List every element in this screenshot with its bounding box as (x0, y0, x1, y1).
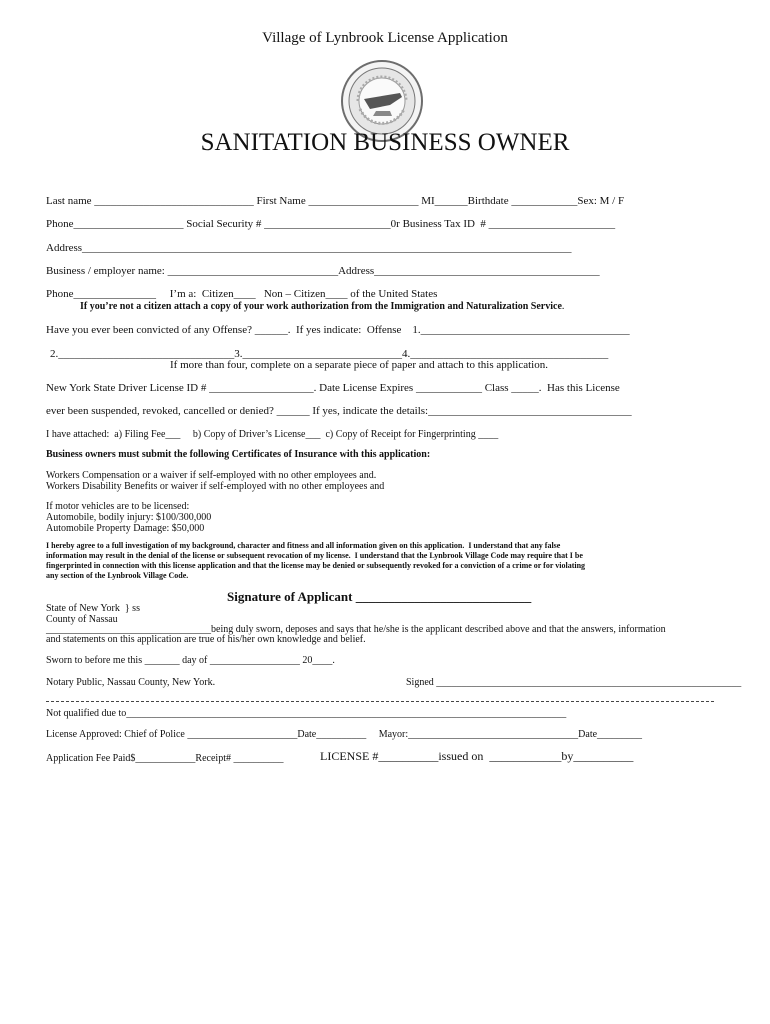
state-text: State of New York } ss (46, 603, 140, 614)
property-damage-text: Automobile Property Damage: $50,000 (46, 523, 205, 534)
workers-disability-text: Workers Disability Benefits or waiver if self-employed with no other employees and (46, 481, 385, 492)
citizenship-note-text: If you’re not a citizen attach a copy of your work authorization from the Immigration and Naturalization Service (80, 301, 562, 312)
approval-line[interactable]: License Approved: Chief of Police ______________________Date__________ Mayor:__________________________________Date_________ (46, 729, 643, 740)
county-text: County of Nassau (46, 614, 118, 625)
offense-note: If more than four, complete on a separate piece of paper and attach to this application. (170, 359, 548, 371)
business-line[interactable]: Business / employer name: _______________________________Address_________________________________________ (46, 265, 600, 277)
agreement-line-3: fingerprinted in connection with this license application and that the license may be denied or subsequently revoked for a conviction of a crime or for violating (46, 561, 586, 570)
workers-comp-text: Workers Compensation or a waiver if self-employed with no other employees and. (46, 470, 377, 481)
form-title: SANITATION BUSINESS OWNER (200, 129, 570, 156)
offense-line[interactable]: Have you ever been convicted of any Offense? ______. If yes indicate: Offense 1.______________________________________ (46, 324, 630, 336)
not-qualified-line[interactable]: Not qualified due to________________________________________________________________________________________ (46, 708, 567, 719)
agreement-line-2: information may result in the denial of the license or subsequent revocation of my license. I understand that the Lynbrook Village Code may require that I be (46, 551, 583, 560)
driver-license-line[interactable]: New York State Driver License ID # ___________________. Date License Expires ____________ Class _____. Has this License (46, 382, 620, 394)
suspended-line[interactable]: ever been suspended, revoked, cancelled or denied? ______ If yes, indicate the details:_____________________________________ (46, 405, 632, 417)
signed-line[interactable]: Signed _____________________________________________________________ (406, 677, 742, 688)
sworn-line-2: and statements on this application are true of his/her own knowledge and belief. (46, 634, 366, 645)
village-title: Village of Lynbrook License Application (262, 30, 508, 46)
insurance-heading: Business owners must submit the following Certificates of Insurance with this application: (46, 449, 431, 460)
attached-line[interactable]: I have attached: a) Filing Fee___ b) Copy of Driver’s License___ c) Copy of Receipt for Fingerprinting ____ (46, 429, 499, 440)
signature-line[interactable]: Signature of Applicant ___________________________ (227, 589, 532, 604)
dashed-divider (46, 701, 714, 702)
citizenship-note (80, 300, 564, 313)
license-number-line[interactable]: LICENSE #__________issued on ____________by__________ (320, 749, 634, 763)
agreement-line-1: I hereby agree to a full investigation of my background, character and fitness and all information given on this application. I understand that any false (46, 541, 561, 550)
fee-line[interactable]: Application Fee Paid$____________Receipt# __________ (46, 753, 284, 764)
address-line[interactable]: Address_________________________________________________________________________________________ (46, 242, 572, 254)
sworn-before-line[interactable]: Sworn to before me this _______ day of __________________ 20____. (46, 655, 335, 666)
offense-list-line[interactable]: 2.________________________________3._____________________________4.____________________________________ (50, 348, 609, 360)
phone-ssn-line[interactable]: Phone____________________ Social Security # _______________________0r Business Tax ID # _______________________ (46, 218, 616, 230)
agreement-line-4: any section of the Lynbrook Village Code. (46, 571, 189, 580)
citizenship-note-period: . (561, 301, 565, 312)
sworn-line-1[interactable]: _________________________________being duly sworn, deposes and says that he/she is the applicant described above and that the answers, information (46, 624, 666, 635)
motor-vehicles-text: If motor vehicles are to be licensed: (46, 501, 190, 512)
bodily-injury-text: Automobile, bodily injury: $100/300,000 (46, 512, 212, 523)
citizenship-line[interactable]: Phone_______________ I’m a: Citizen____ Non – Citizen____ of the United States (46, 288, 438, 300)
name-line[interactable]: Last name _____________________________ First Name ____________________ MI______Birthdate ____________Sex: M / F (46, 195, 625, 207)
notary-text: Notary Public, Nassau County, New York. (46, 677, 216, 688)
